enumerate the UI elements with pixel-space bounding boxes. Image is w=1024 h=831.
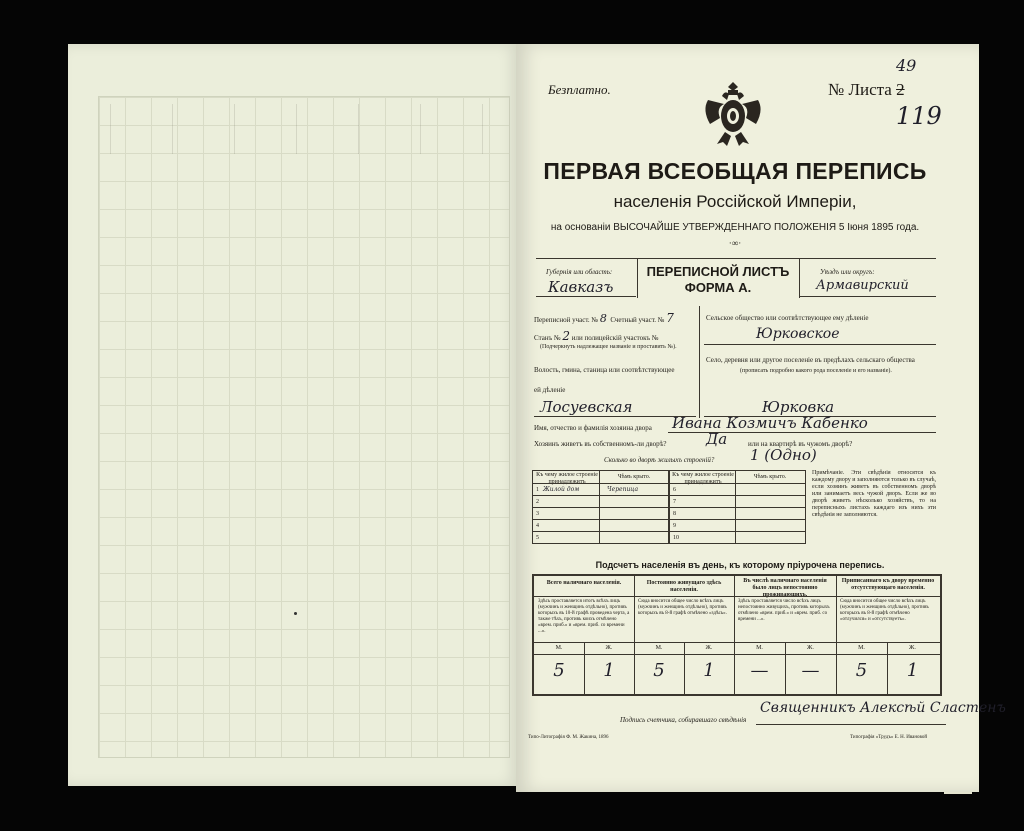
own-home-value: Да (706, 430, 728, 448)
sheet-number-struck: 2 (896, 80, 905, 99)
group-desc-3: Здѣсь проставляется число всѣхъ лицъ непостоянно живущихъ, противъ которыхъ отмѣчено «врем. приб.» и «врем. приб. со времени ...». (738, 599, 830, 622)
signature-label: Подпись счетчика, собиравшаго свѣдѣнія (620, 716, 747, 724)
owner-label: Имя, отчество и фамилія хозяина двора (534, 424, 652, 432)
counter-value: 7 (666, 311, 674, 325)
group-title-2: Постоянно живущаго здѣсь населенія. (646, 580, 722, 593)
value-total-m: 5 (553, 660, 565, 681)
row-num-3: 3 (536, 511, 539, 517)
ornament-divider: ·∞· (728, 238, 742, 248)
row1-building-value: Жилой дом (543, 486, 580, 493)
buildings-rule-1 (533, 495, 805, 496)
sex-f-4: Ж. (909, 645, 916, 651)
value-permanent-f: 1 (703, 660, 715, 681)
sex-m-1: М. (555, 645, 563, 651)
group-desc-2: Сюда вносится общее число всѣхъ лицъ (мужчинъ и женщинъ отдѣльно), противъ которыхъ въ 8-й графѣ отмѣчено «здѣсь». (638, 599, 727, 616)
village-note: (прописать подробно какого рода поселеніе и его названіе). (740, 368, 892, 374)
volost-value: Лосуевская (540, 398, 633, 416)
signature-value: Священникъ Алексѣй Сластенъ (760, 700, 1006, 716)
form-top-rule (536, 258, 936, 259)
sheet-number-hand-top: 49 (896, 56, 917, 75)
buildings-rule-4 (533, 531, 805, 532)
sex-f-3: Ж. (807, 645, 814, 651)
rent-label: или на квартирѣ въ чужомъ дворѣ? (748, 440, 853, 448)
buildings-rule-2 (533, 507, 805, 508)
sex-f-1: Ж. (605, 645, 613, 651)
left-page-grid (98, 96, 510, 758)
sex-m-2: М. (655, 645, 663, 651)
census-title: ПЕРВАЯ ВСЕОБЩАЯ ПЕРЕПИСЬ (543, 158, 927, 184)
stan-note: (Подчеркнуть надлежащее названіе и проставить №). (540, 344, 677, 350)
buildings-col2-left: Чѣмъ крыто. (617, 474, 651, 480)
buildings-col1-left: Къ чему жилое строеніе принадлежитъ (536, 472, 598, 485)
value-total-f: 1 (603, 660, 615, 681)
group-title-3: Въ числѣ наличнаго населенія было лицъ непостоянно проживающихъ. (743, 578, 827, 598)
row-num-7: 7 (673, 499, 676, 505)
stan-row (534, 329, 659, 343)
group-desc-1: Здѣсь проставляется итогъ всѣхъ лицъ (мужчинъ и женщинъ отдѣльно), противъ которыхъ въ 10-й графѣ проведена черта, а также тѣхъ, противъ коихъ отмѣчено «врем. приб.» и «врем. приб. со времени ...». (538, 599, 630, 634)
row-num-6: 6 (673, 487, 676, 493)
society-value: Юрковское (756, 326, 840, 342)
stan-value: 2 (562, 329, 571, 343)
stan-label: Станъ № (534, 334, 561, 342)
page-speck (294, 612, 297, 615)
group-title-1: Всего наличнаго населенія. (546, 580, 622, 586)
printer-right: Типографія «Трудъ» Е. Н. Ивановой (850, 735, 928, 740)
buildings-value: 1 (Одно) (750, 446, 817, 464)
counter-label: Счетный участ. № (610, 316, 665, 324)
sex-m-3: М. (756, 645, 763, 651)
value-permanent-m: 5 (653, 660, 665, 681)
buildings-note: Примѣчаніе. Эти свѣдѣнія относятся къ каждому двору и заполняются только въ случаѣ, если хозяинъ живетъ въ собственномъ дворѣ или занимаетъ весь чужой дворъ. Если же во дворѣ живетъ нѣсколько хозяйствъ, то на переписныхъ листахъ каждаго изъ нихъ эти свѣдѣнія не заполняются. (812, 470, 936, 518)
stan-rest: или полицейскій участокъ № (571, 334, 659, 342)
row-num-4: 4 (536, 523, 539, 529)
signature-rule (756, 724, 946, 725)
buildings-label: Сколько во дворѣ жилыхъ строеній? (604, 456, 715, 464)
census-sheet-title: ПЕРЕПИСНОЙ ЛИСТЪ (646, 264, 790, 279)
gubernia-value: Кавказъ (548, 278, 614, 296)
row-num-2: 2 (536, 499, 539, 505)
sheet-number-row (828, 80, 905, 100)
census-basis: на основаніи ВЫСОЧАЙШЕ УТВЕРЖДЕННАГО ПОЛОЖЕНІЯ 5 Іюня 1895 года. (550, 222, 920, 233)
owner-value: Ивана Козмичъ Кабенко (672, 414, 868, 432)
society-rule (704, 344, 936, 345)
sex-m-4: М. (858, 645, 865, 651)
uezd-value: Армавирский (816, 278, 909, 293)
uezd-rule (800, 296, 936, 297)
group-title-rule (534, 596, 940, 597)
uezd-label: Уѣздъ или округъ: (820, 268, 875, 276)
form-a-label: ФОРМА А. (684, 280, 752, 295)
buildings-rule-3 (533, 519, 805, 520)
value-temporary-m: — (750, 660, 769, 681)
own-home-label: Хозяинъ живетъ въ собственномъ-ли дворѣ? (534, 440, 667, 448)
gubernia-rule (536, 296, 636, 297)
volost-label-2: ей дѣленіе (534, 386, 566, 394)
value-temporary-f: — (801, 660, 820, 681)
row1-roof-value: Черепица (607, 486, 639, 493)
precinct-label: Переписной участ. № (534, 316, 599, 324)
sheet-number-hand-big: 119 (896, 102, 942, 130)
buildings-col2-right: Чѣмъ крыто. (753, 474, 787, 480)
row-num-10: 10 (673, 535, 679, 541)
row-num-1: 1 (536, 487, 539, 493)
village-value: Юрковка (762, 398, 835, 416)
buildings-head-rule (533, 483, 805, 484)
value-absent-m: 5 (855, 660, 868, 681)
row-num-5: 5 (536, 535, 539, 541)
bleed-through-header (110, 104, 500, 154)
volost-label: Волость, гмина, станица или соотвѣтствующее (534, 366, 675, 374)
group-title-4: Приписаннаго къ двору временно отсутствующаго населенія. (841, 578, 935, 591)
printer-left: Типо-Литографія Ф. М. Жакина, 1896 (528, 735, 609, 740)
precinct-value: 8 (599, 312, 607, 325)
sex-row-bottom-rule (534, 654, 940, 655)
precinct-row (534, 311, 674, 325)
gubernia-label: Губернія или область: (546, 268, 613, 276)
count-heading: Подсчетъ населенія въ день, къ которому пріурочена перепись. (595, 560, 885, 570)
row-num-8: 8 (673, 511, 676, 517)
village-label: Село, деревня или другое поселеніе въ предѣлахъ сельскаго общества (706, 356, 915, 364)
sex-row-top-rule (534, 642, 940, 643)
sex-f-2: Ж. (705, 645, 713, 651)
buildings-col1-right: Къ чему жилое строеніе принадлежитъ (672, 472, 734, 485)
form-middle-divider (699, 306, 700, 418)
population-table (532, 574, 942, 696)
form-divider-right (799, 258, 800, 298)
society-label: Сельское общество или соотвѣтствующее ему дѣленіе (706, 314, 869, 322)
buildings-table (532, 470, 806, 544)
group-desc-4: Сюда вносится общее число всѣхъ лицъ (мужчинъ и женщинъ отдѣльно), противъ которыхъ въ 8-й графѣ отмѣчено «отлучился» и «отсутствуетъ». (840, 599, 929, 622)
sheet-label: № Листа (828, 80, 892, 99)
free-label: Безплатно. (548, 82, 611, 97)
imperial-eagle-emblem (700, 78, 766, 150)
value-absent-f: 1 (906, 660, 919, 681)
row-num-9: 9 (673, 523, 676, 529)
census-subtitle: населенія Россійской Имперіи, (613, 192, 857, 211)
